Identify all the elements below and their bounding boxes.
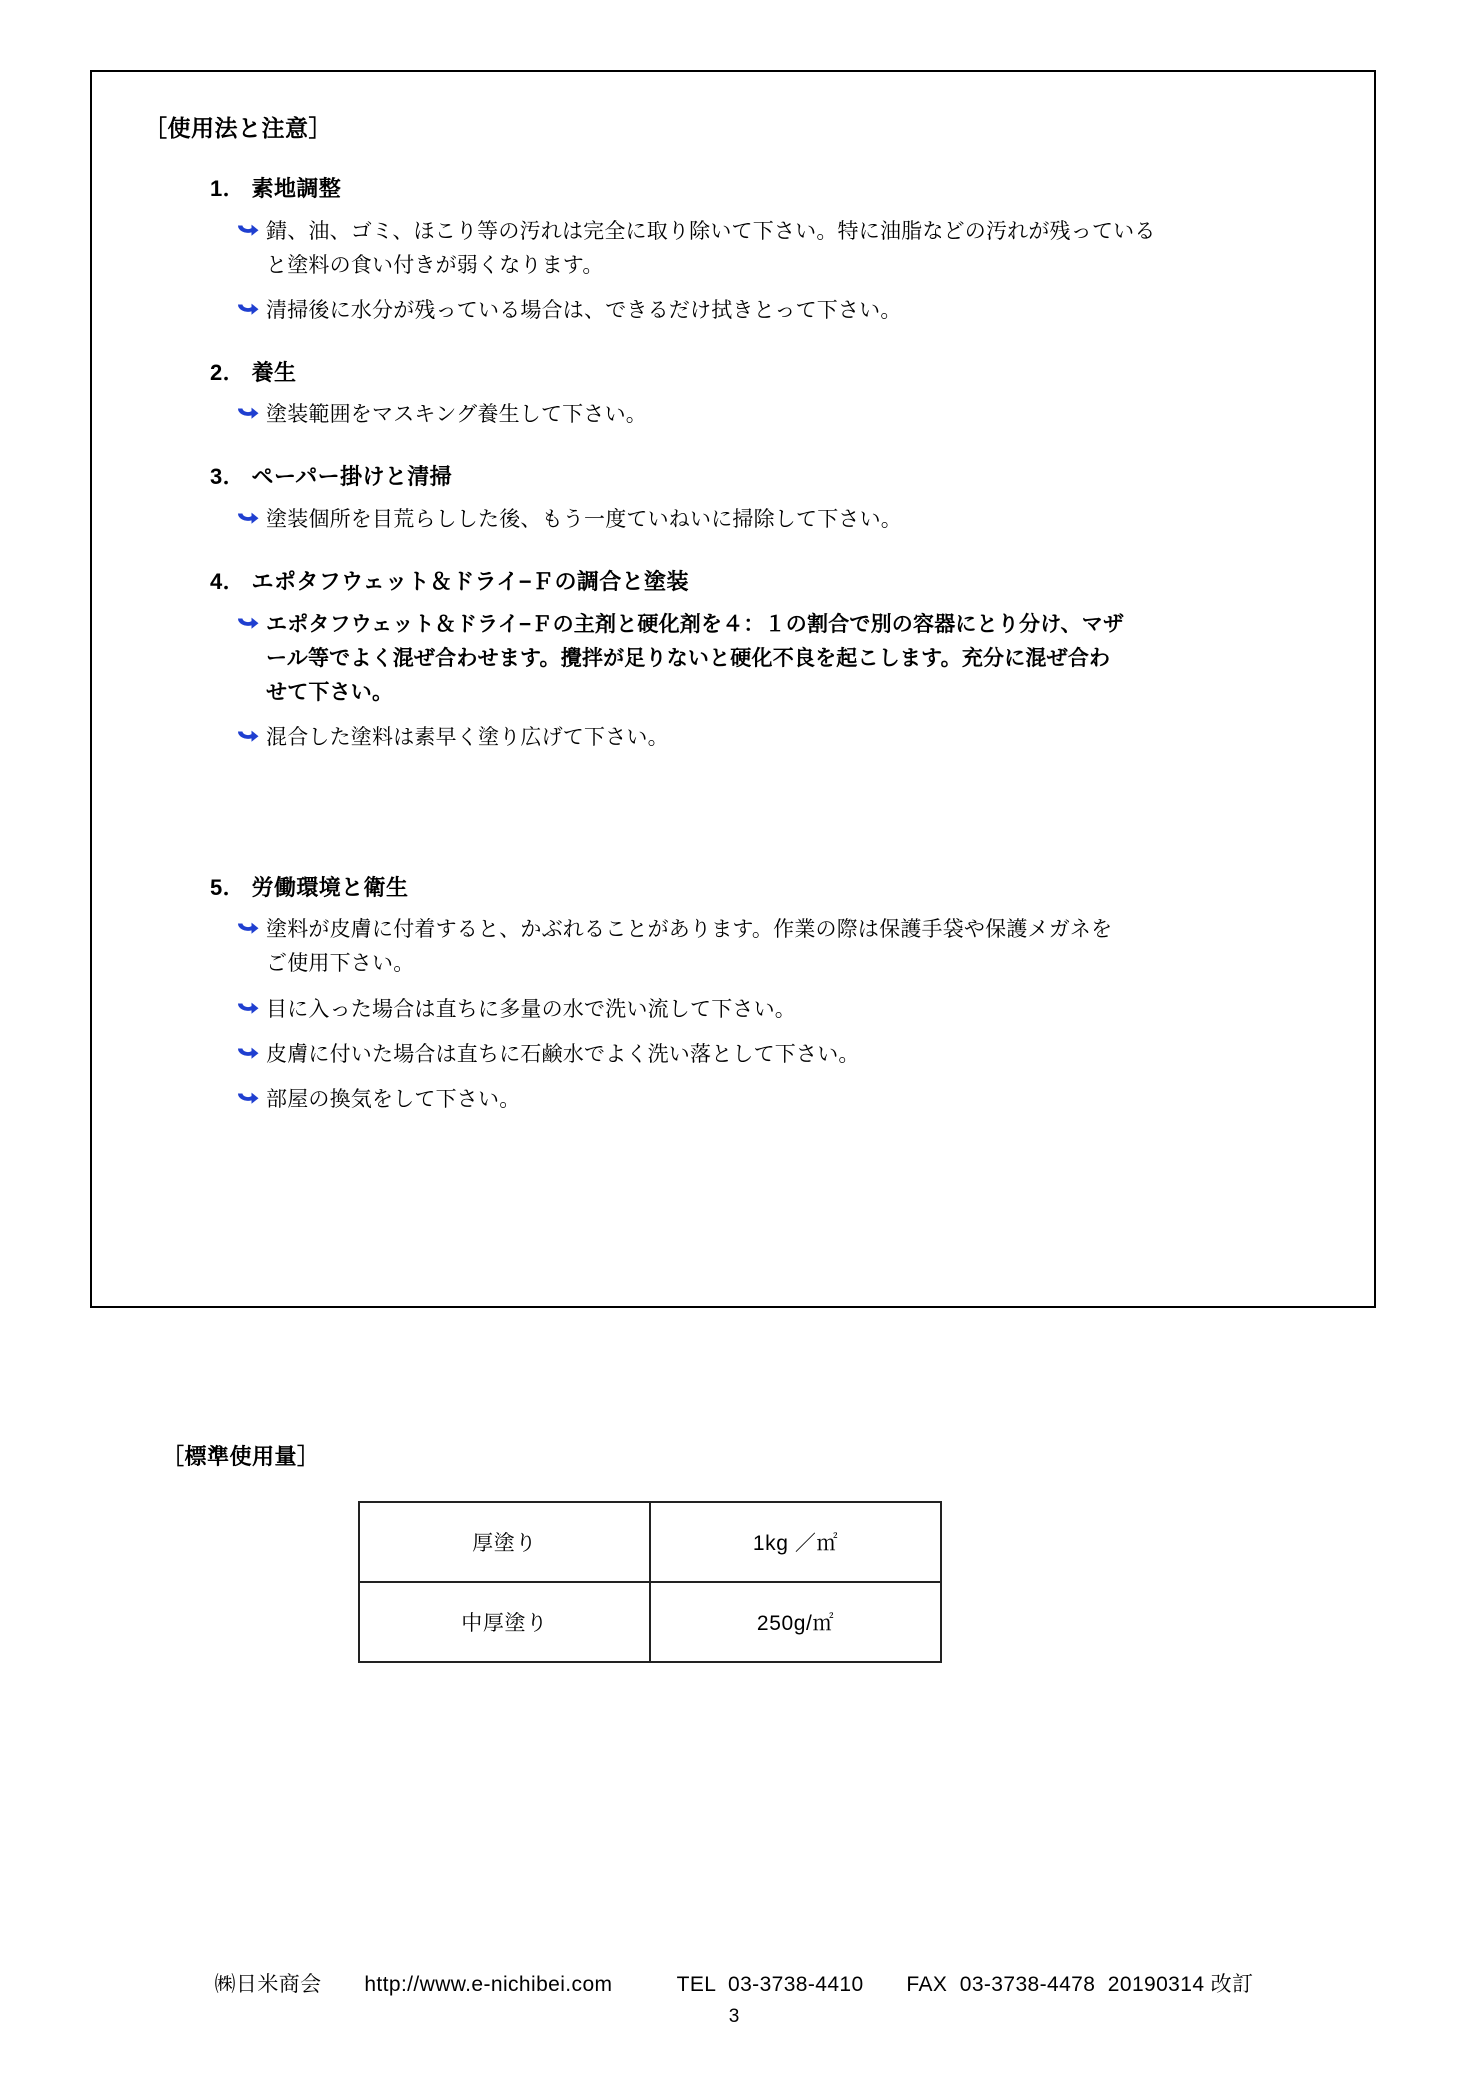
bullet-text bbox=[266, 294, 902, 328]
usage-type-cell: 厚塗り bbox=[359, 1502, 650, 1582]
bullet-text-line: 皮膚に付いた場合は直ちに石鹸水でよく洗い落として下さい。 bbox=[266, 1042, 860, 1066]
arrow-hook-icon bbox=[236, 507, 266, 529]
bullet-text-line: 塗装範囲をマスキング養生して下さい。 bbox=[266, 403, 647, 427]
instruction-section bbox=[118, 567, 1348, 843]
bullet-text bbox=[266, 503, 902, 537]
section-heading: 5． 労働環境と衛生 bbox=[210, 874, 409, 900]
bullet-text-line: 塗料が皮膚に付着すると、かぶれることがあります。作業の際は保護手袋や保護メガネを bbox=[266, 918, 1113, 942]
bullet-item bbox=[236, 608, 1348, 710]
section-heading: 2． 養生 bbox=[210, 359, 297, 385]
bullet-text bbox=[266, 721, 669, 755]
standard-usage-table bbox=[358, 1501, 942, 1663]
arrow-hook-icon bbox=[236, 1042, 266, 1064]
bullet-text bbox=[266, 1083, 520, 1117]
instruction-section bbox=[118, 873, 1348, 1117]
document-content bbox=[118, 114, 1348, 1117]
bullet-item bbox=[236, 294, 1348, 328]
standard-usage-block bbox=[116, 1432, 1356, 1663]
bullet-item bbox=[236, 721, 1348, 755]
bullet-text-line: せて下さい。 bbox=[266, 680, 394, 704]
bullet-text bbox=[266, 398, 647, 432]
bullet-text bbox=[266, 608, 1124, 710]
bullet-text-line: 部屋の換気をして下さい。 bbox=[266, 1087, 521, 1111]
arrow-hook-icon bbox=[236, 298, 266, 320]
bullet-item bbox=[236, 993, 1348, 1027]
bullet-text-line: 目に入った場合は直ちに多量の水で洗い流して下さい。 bbox=[266, 997, 796, 1021]
bullet-text bbox=[266, 215, 1156, 283]
arrow-hook-icon bbox=[236, 402, 266, 424]
standard-usage-title: ［標準使用量］ bbox=[162, 1444, 320, 1469]
bullet-item bbox=[236, 1083, 1348, 1117]
bullet-item bbox=[236, 215, 1348, 283]
section-heading: 1． 素地調整 bbox=[210, 175, 342, 201]
bullet-text-line: 錆、油、ゴミ、ほこり等の汚れは完全に取り除いて下さい。特に油脂などの汚れが残っている bbox=[266, 219, 1156, 243]
arrow-hook-icon bbox=[236, 1087, 266, 1109]
bullet-text bbox=[266, 993, 796, 1027]
section-heading: 3． ペーパー掛けと清掃 bbox=[210, 464, 453, 490]
bullet-text-line: 塗装個所を目荒らしした後、もう一度ていねいに掃除して下さい。 bbox=[266, 508, 902, 532]
bullet-text-line: ール等でよく混ぜ合わせます。攪拌が足りないと硬化不良を起こします。充分に混ぜ合わ bbox=[266, 646, 1111, 670]
bullet-text-line: 混合した塗料は素早く塗り広げて下さい。 bbox=[266, 725, 669, 749]
bullet-item bbox=[236, 913, 1348, 981]
bullet-text-line: エポタフウェット＆ドライ−Ｆの主剤と硬化剤を４：１の割合で別の容器にとり分け、マザ bbox=[266, 612, 1125, 636]
usage-amount-cell: 250g/㎡ bbox=[650, 1582, 941, 1662]
bullet-text-line: ご使用下さい。 bbox=[266, 952, 415, 976]
instruction-section bbox=[118, 358, 1348, 433]
instruction-section bbox=[118, 462, 1348, 537]
arrow-hook-icon bbox=[236, 612, 266, 634]
bullet-item bbox=[236, 1038, 1348, 1072]
arrow-hook-icon bbox=[236, 997, 266, 1019]
bullet-item bbox=[236, 398, 1348, 432]
section-heading: 4． エポタフウェット＆ドライ−Ｆの調合と塗装 bbox=[210, 569, 689, 595]
usage-amount-cell: 1kg ／㎡ bbox=[650, 1502, 941, 1582]
table-row bbox=[359, 1582, 941, 1662]
section-spacer bbox=[118, 755, 1348, 843]
footer-company-contact: ㈱日米商会 http://www.e-nichibei.com TEL 03-3738-4410 FAX 03-3738-4478 20190314 改訂 bbox=[214, 1973, 1254, 1996]
footer-page-number: 3 bbox=[728, 2006, 740, 2027]
bullet-text-line: と塗料の食い付きが弱くなります。 bbox=[266, 253, 604, 277]
arrow-hook-icon bbox=[236, 725, 266, 747]
instruction-sections bbox=[118, 174, 1348, 1117]
bullet-text bbox=[266, 1038, 860, 1072]
instruction-section bbox=[118, 174, 1348, 328]
bullet-text bbox=[266, 913, 1112, 981]
usage-and-caution-title: ［使用法と注意］ bbox=[144, 115, 332, 141]
document-page-frame bbox=[90, 70, 1376, 1308]
arrow-hook-icon bbox=[236, 219, 266, 241]
bullet-item bbox=[236, 503, 1348, 537]
page-footer bbox=[0, 1968, 1468, 2028]
table-row bbox=[359, 1502, 941, 1582]
arrow-hook-icon bbox=[236, 917, 266, 939]
usage-type-cell: 中厚塗り bbox=[359, 1582, 650, 1662]
bullet-text-line: 清掃後に水分が残っている場合は、できるだけ拭きとって下さい。 bbox=[266, 298, 902, 322]
